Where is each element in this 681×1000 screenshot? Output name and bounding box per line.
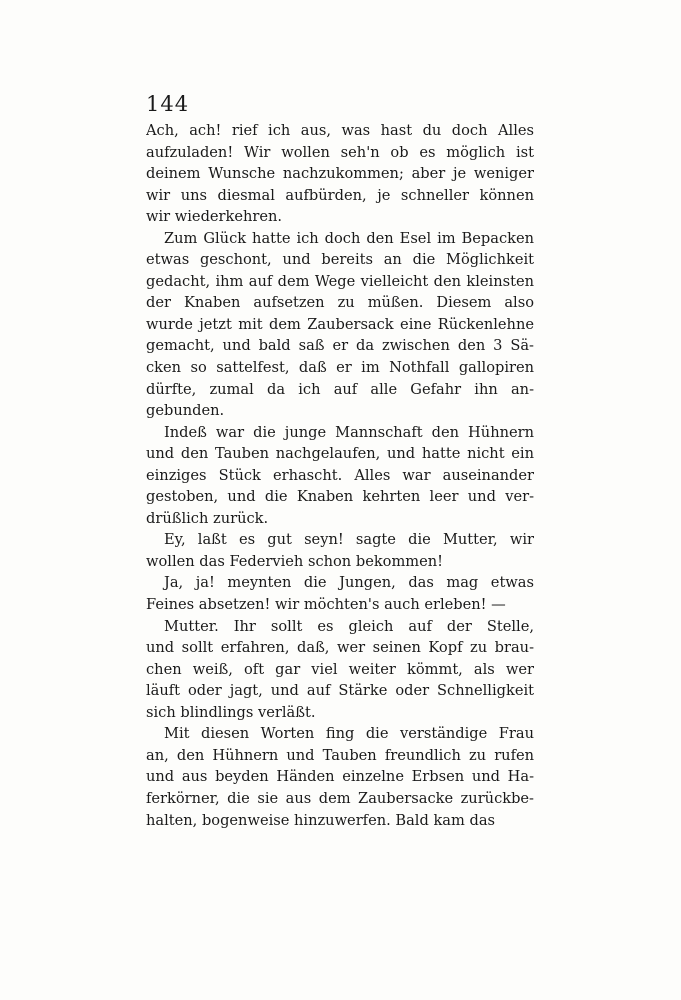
- text-line: Indeß war die junge Mannschaft den Hühnern: [164, 423, 534, 441]
- text-line: gemacht, und bald saß er da zwischen den 3 Sä-: [146, 337, 534, 355]
- text-line: etwas geschont, und bereits an die Möglichkeit: [146, 251, 534, 269]
- text-line: und sollt erfahren, daß, wer seinen Kopf zu brau-: [146, 639, 534, 657]
- text-line: cken so sattelfest, daß er im Nothfall gallopiren: [146, 359, 534, 377]
- text-line: ferkörner, die sie aus dem Zaubersacke zurückbe-: [146, 789, 534, 807]
- text-line: Ey, laßt es gut seyn! sagte die Mutter, wir: [164, 531, 534, 549]
- text-line: aufzuladen! Wir wollen seh'n ob es möglich ist: [146, 143, 534, 161]
- page-number: 144: [146, 92, 190, 116]
- text-line: und den Tauben nachgelaufen, und hatte nicht ein: [146, 445, 534, 463]
- body-text: [146, 120, 534, 831]
- text-line: läuft oder jagt, und auf Stärke oder Schnelligkeit: [146, 682, 534, 700]
- paragraph: [146, 723, 534, 831]
- paragraph: [146, 572, 534, 615]
- text-line: Mutter. Ihr sollt es gleich auf der Stelle,: [164, 617, 534, 635]
- paragraph: [146, 228, 534, 422]
- text-line: Zum Glück hatte ich doch den Esel im Bepacken: [164, 229, 534, 247]
- text-line: und aus beyden Händen einzelne Erbsen und Ha-: [146, 768, 534, 786]
- text-line: Ja, ja! meynten die Jungen, das mag etwas: [164, 574, 534, 592]
- paragraph: [146, 529, 534, 572]
- text-line: wollen das Federvieh schon bekommen!: [146, 552, 444, 570]
- text-line: an, den Hühnern und Tauben freundlich zu rufen: [146, 746, 534, 764]
- paragraph: [146, 616, 534, 724]
- text-line: der Knaben aufsetzen zu müßen. Diesem also: [146, 294, 534, 312]
- text-line: chen weiß, oft gar viel weiter kömmt, als wer: [146, 660, 534, 678]
- text-line: wurde jetzt mit dem Zaubersack eine Rückenlehne: [146, 315, 534, 333]
- text-line: einziges Stück erhascht. Alles war auseinander: [146, 466, 534, 484]
- text-line: deinem Wunsche nachzukommen; aber je weniger: [146, 165, 534, 183]
- text-line: sich blindlings verläßt.: [146, 703, 316, 721]
- text-line: drüßlich zurück.: [146, 509, 269, 527]
- text-line: wir uns diesmal aufbürden, je schneller können: [146, 186, 534, 204]
- text-line: wir wiederkehren.: [146, 208, 283, 226]
- text-line: gestoben, und die Knaben kehrten leer und ver-: [146, 488, 534, 506]
- paragraph: [146, 422, 534, 530]
- text-line: Feines absetzen! wir möchten's auch erleben! —: [146, 596, 506, 614]
- text-line: Ach, ach! rief ich aus, was hast du doch Alles: [146, 122, 534, 139]
- text-line: dürfte, zumal da ich auf alle Gefahr ihn an-: [146, 380, 534, 398]
- text-line: Mit diesen Worten fing die verständige Frau: [164, 725, 534, 743]
- paragraph: [146, 120, 534, 228]
- text-line: gebunden.: [146, 402, 225, 420]
- text-line: gedacht, ihm auf dem Wege vielleicht den kleinsten: [146, 272, 534, 290]
- text-line: halten, bogenweise hinzuwerfen. Bald kam das: [146, 811, 496, 829]
